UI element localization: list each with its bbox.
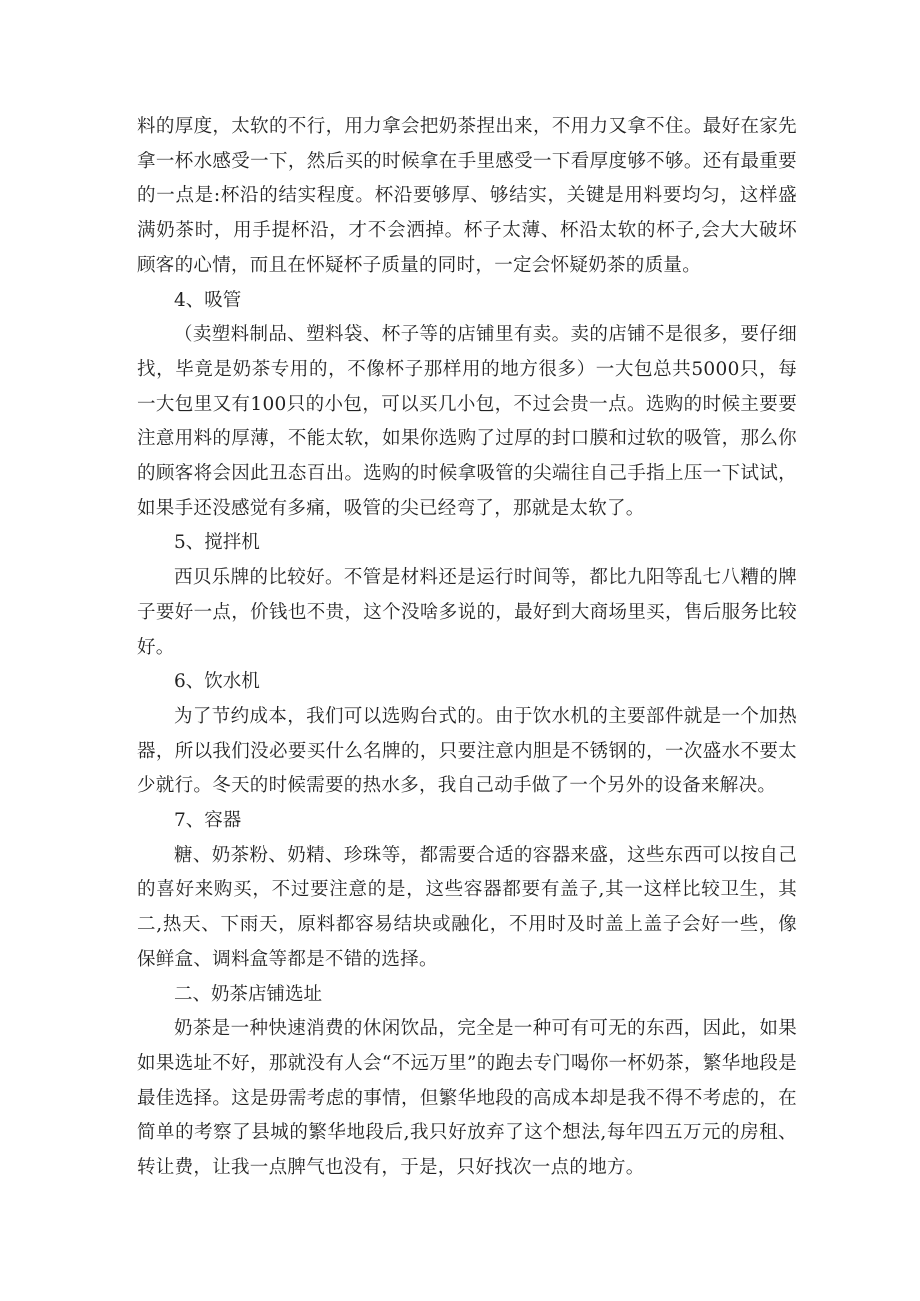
heading-straw: 4、吸管 <box>174 289 242 311</box>
heading-blender: 5、搅拌机 <box>174 532 260 554</box>
heading-water-dispenser: 6、饮水机 <box>174 671 260 693</box>
paragraph-blender: 西贝乐牌的比较好。不管是材料还是运行时间等，都比九阳等乱七八糟的牌子要好一点，价钱也不贵，这个没啥多说的，最好到大商场里买，售后服务比较好。 <box>137 567 797 658</box>
heading-containers: 7、容器 <box>174 810 242 832</box>
paragraph-containers: 糖、奶茶粉、奶精、珍珠等，都需要合适的容器来盛，这些东西可以按自己的喜好来购买，不过要注意的是，这些容器都要有盖子,其一这样比较卫生，其二,热天、下雨天，原料都容易结块或融化，不用时及时盖上盖子会好一些，像保鲜盒、调料盒等都是不错的选择。 <box>137 844 797 970</box>
paragraph-cup-thickness: 料的厚度，太软的不行，用力拿会把奶茶捏出来，不用力又拿不住。最好在家先拿一杯水感受一下，然后买的时候拿在手里感受一下看厚度够不够。还有最重要的一点是:杯沿的结实程度。杯沿要够厚、够结实，关键是用料要均匀，这样盛满奶茶时，用手提杯沿，才不会洒掉。杯子太薄、杯沿太软的杯子,会大大破坏顾客的心情，而且在怀疑杯子质量的同时，一定会怀疑奶茶的质量。 <box>137 116 797 276</box>
paragraph-shop-location: 奶茶是一种快速消费的休闲饮品，完全是一种可有可无的东西，因此，如果如果选址不好，那就没有人会“不远万里”的跑去专门喝你一杯奶茶，繁华地段是最佳选择。这是毋需考虑的事情，但繁华地段的高成本却是我不得不考虑的，在简单的考察了县城的繁华地段后,我只好放弃了这个想法,每年四五万元的房租、转让费，让我一点脾气也没有，于是，只好找次一点的地方。 <box>137 1018 797 1179</box>
heading-shop-location: 二、奶茶店铺选址 <box>174 983 323 1005</box>
paragraph-water-dispenser: 为了节约成本，我们可以选购台式的。由于饮水机的主要部件就是一个加热器，所以我们没必要买什么名牌的，只要注意内胆是不锈钢的，一次盛水不要太少就行。冬天的时候需要的热水多，我自己动手做了一个另外的设备来解决。 <box>137 705 797 797</box>
document-page <box>137 110 797 1186</box>
paragraph-straw: （卖塑料制品、塑料袋、杯子等的店铺里有卖。卖的店铺不是很多，要仔细找，毕竟是奶茶专用的，不像杯子那样用的地方很多）一大包总共5000只，每一大包里又有100只的小包，可以买几小包，不过会贵一点。选购的时候主要要注意用料的厚薄，不能太软，如果你选购了过厚的封口膜和过软的吸管，那么你的顾客将会因此丑态百出。选购的时候拿吸管的尖端往自己手指上压一下试试，如果手还没感觉有多痛，吸管的尖已经弯了，那就是太软了。 <box>137 324 797 519</box>
